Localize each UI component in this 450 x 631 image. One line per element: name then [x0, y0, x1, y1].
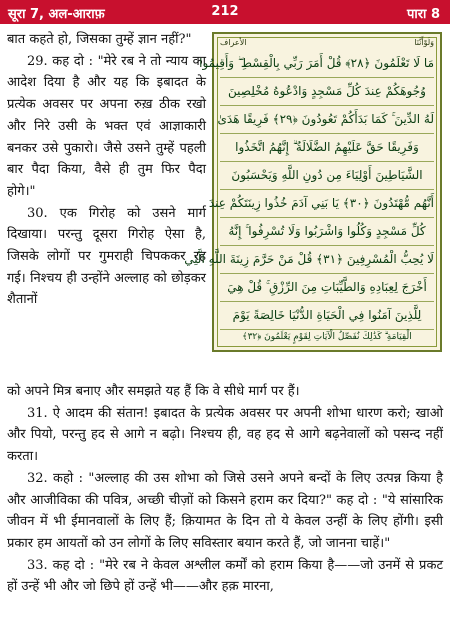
page-header [0, 0, 450, 24]
arabic-head-left: الأعراف [220, 38, 247, 47]
verse-32: 32. कहो : "अल्लाह की उस शोभा को जिसे उसने अपने बन्दों के लिए उत्पन्न किया है और आजीविका की पवित्र, अच्छी चीज़ों को किसने हराम कर दिया?" कह दो : "ये सांसारिक जीवन में भी ईमानवालों के लिए हैं; क़ियामत के दिन तो ये केवल उन्हीं के लिए होंगी। इसी प्रकार हम आयतों को उन लोगों के लिए सविस्तार बयान करते हैं, जो जानना चाहें।" [7, 470, 443, 551]
left-text-column [7, 29, 206, 311]
arabic-line: الْقِيَامَةِ ۗ كَذَٰلِكَ نُفَصِّلُ الْآيَاتِ لِقَوْمٍ يَعْلَمُونَ ﴿٣٢﴾ [242, 332, 412, 342]
verse-31: 31. ऐ आदम की संतान! इबादत के प्रत्येक अवसर पर अपनी शोभा धारण करो; खाओ और पियो, परन्तु हद से आगे न बढ़ो। निश्चय ही, वह हद से आगे बढ़नेवालों को पसन्द नहीं करता। [7, 405, 443, 465]
arabic-line: لَا يُحِبُّ الْمُسْرِفِينَ ﴿٣١﴾ قُلْ مَنْ حَرَّمَ زِينَةَ اللَّهِ الَّتِي [184, 252, 434, 266]
arabic-line: كُلِّ مَسْجِدٍ وَكُلُوا وَاشْرَبُوا وَلَا تُسْرِفُوا ۚ إِنَّهُ [228, 224, 426, 238]
arabic-line: أَخْرَجَ لِعِبَادِهِ وَالطَّيِّبَاتِ مِنَ الرِّزْقِ ۚ قُلْ هِيَ [227, 280, 427, 294]
arabic-line: وَفَرِيقًا حَقَّ عَلَيْهِمُ الضَّلَالَةُ ۗ إِنَّهُمُ اتَّخَذُوا [235, 140, 419, 154]
arabic-line: أَنَّهُم مُّهْتَدُونَ ﴿٣٠﴾ يَا بَنِي آدَمَ خُذُوا زِينَتَكُمْ عِندَ [208, 196, 434, 210]
verse-33: 33. कह दो : "मेरे रब ने केवल अश्लील कर्मों को हराम किया है——जो उनमें से प्रकट हों उन्हें भी और जो छिपे हों उन्हें भी——और हक़ मारना, [7, 557, 443, 595]
full-width-text [7, 381, 443, 598]
surah-title: सूरा 7, अल-आराफ़ [8, 7, 105, 22]
arabic-text-panel [184, 32, 442, 352]
page-number: 212 [211, 4, 239, 19]
arabic-line: لَهُ الدِّينَ ۚ كَمَا بَدَأَكُمْ تَعُودُونَ ﴿٢٩﴾ فَرِيقًا هَدَىٰ [217, 112, 434, 126]
arabic-panel-header [220, 38, 434, 50]
arabic-line: لِلَّذِينَ آمَنُوا فِي الْحَيَاةِ الدُّنْيَا خَالِصَةً يَوْمَ [232, 308, 422, 322]
text-paragraph: बात कहते हो, जिसका तुम्हें ज्ञान नहीं?" [7, 32, 192, 47]
arabic-line: وُجُوهَكُمْ عِندَ كُلِّ مَسْجِدٍ وَادْعُوهُ مُخْلِصِينَ [228, 84, 426, 98]
verse-29: 29. कह दो : "मेरे रब ने तो न्याय का आदेश दिया है और यह कि इबादत के प्रत्येक अवसर पर अपना रुख़ ठीक रखो और निरे उसी के भक्त एवं आज्ञाकारी बनकर उसे पुकारो। जैसे उसने तुम्हें पहली बार पैदा किया, वैसे ही तुम फिर पैदा होगे।" [7, 53, 206, 199]
verse-30: 30. एक गिरोह को उसने मार्ग दिखाया। परन्तु दूसरा गिरोह ऐसा है, जिसके लोगों पर गुमराही चिपककर रह गई। निश्चय ही उन्होंने अल्लाह को छोड़कर शैतानों [7, 205, 206, 308]
arabic-head-right: وَلَوْأَنَّنَا [414, 38, 434, 47]
para-label: पारा 8 [406, 7, 440, 22]
text-paragraph: को अपने मित्र बनाए और समझते यह हैं कि वे सीधे मार्ग पर हैं। [7, 384, 300, 399]
arabic-line: مَا لَا تَعْلَمُونَ ﴿٢٨﴾ قُلْ أَمَرَ رَبِّي بِالْقِسْطِ ۖ وَأَقِيمُوا [199, 56, 434, 70]
arabic-line: الشَّيَاطِينَ أَوْلِيَاءَ مِن دُونِ اللَّهِ وَيَحْسَبُونَ [231, 168, 423, 182]
